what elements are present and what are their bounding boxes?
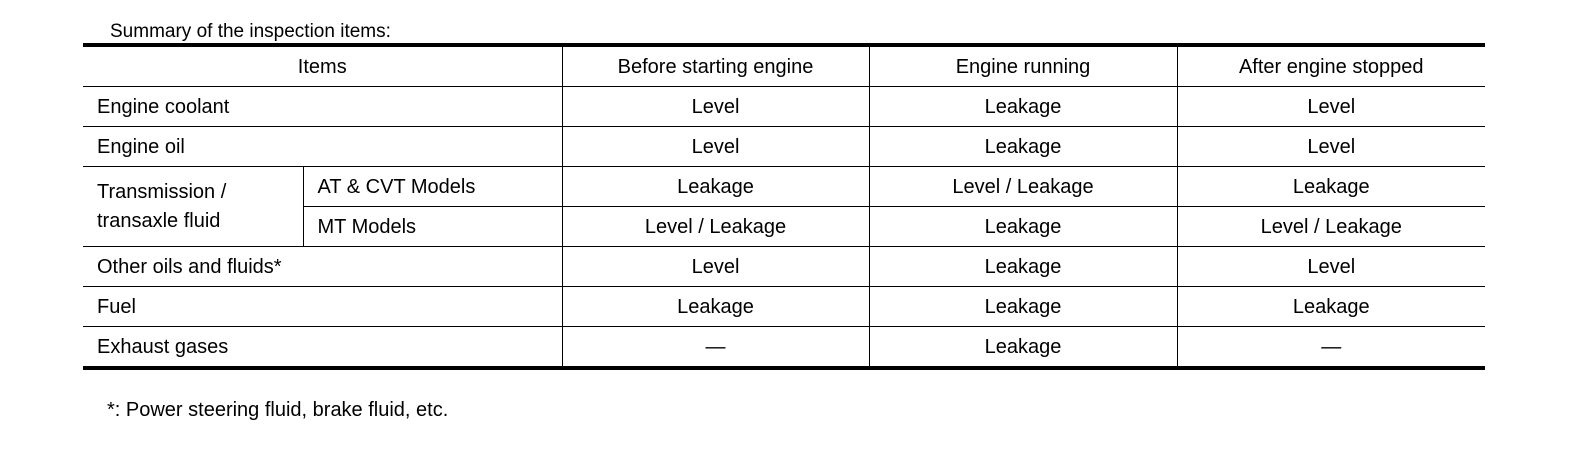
table-caption: Summary of the inspection items: [110, 21, 391, 42]
cell-before: — [562, 327, 869, 369]
cell-after: Level [1177, 87, 1485, 127]
cell-running: Leakage [869, 207, 1177, 247]
cell-running: Leakage [869, 327, 1177, 369]
cell-running: Leakage [869, 247, 1177, 287]
cell-after: — [1177, 327, 1485, 369]
header-items: Items [83, 45, 562, 87]
table-row [83, 127, 1485, 167]
cell-after: Leakage [1177, 167, 1485, 207]
cell-running: Leakage [869, 127, 1177, 167]
cell-before: Level / Leakage [562, 207, 869, 247]
cell-before: Leakage [562, 287, 869, 327]
header-engine-running: Engine running [869, 45, 1177, 87]
row-item-exhaust-gases: Exhaust gases [83, 327, 562, 369]
row-item-engine-oil: Engine oil [83, 127, 562, 167]
cell-after: Level / Leakage [1177, 207, 1485, 247]
table-header-row [83, 45, 1485, 87]
cell-after: Level [1177, 247, 1485, 287]
table-row [83, 87, 1485, 127]
header-before-starting-engine: Before starting engine [562, 45, 869, 87]
cell-running: Level / Leakage [869, 167, 1177, 207]
row-item-engine-coolant: Engine coolant [83, 87, 562, 127]
header-after-engine-stopped: After engine stopped [1177, 45, 1485, 87]
sub-item-at-cvt-models: AT & CVT Models [303, 167, 562, 207]
cell-after: Level [1177, 127, 1485, 167]
cell-before: Level [562, 127, 869, 167]
row-item-transmission-fluid: Transmission / transaxle fluid [83, 167, 303, 247]
table-row [83, 327, 1485, 369]
table-row [83, 247, 1485, 287]
table-row [83, 287, 1485, 327]
table-row [83, 167, 1485, 207]
row-item-fuel: Fuel [83, 287, 562, 327]
row-item-other-oils-and-fluids: Other oils and fluids* [83, 247, 562, 287]
cell-before: Level [562, 247, 869, 287]
cell-before: Leakage [562, 167, 869, 207]
table-footnote: *: Power steering fluid, brake fluid, etc. [107, 399, 449, 421]
cell-running: Leakage [869, 287, 1177, 327]
cell-running: Leakage [869, 87, 1177, 127]
cell-after: Leakage [1177, 287, 1485, 327]
sub-item-mt-models: MT Models [303, 207, 562, 247]
inspection-summary-table [83, 43, 1485, 370]
cell-before: Level [562, 87, 869, 127]
